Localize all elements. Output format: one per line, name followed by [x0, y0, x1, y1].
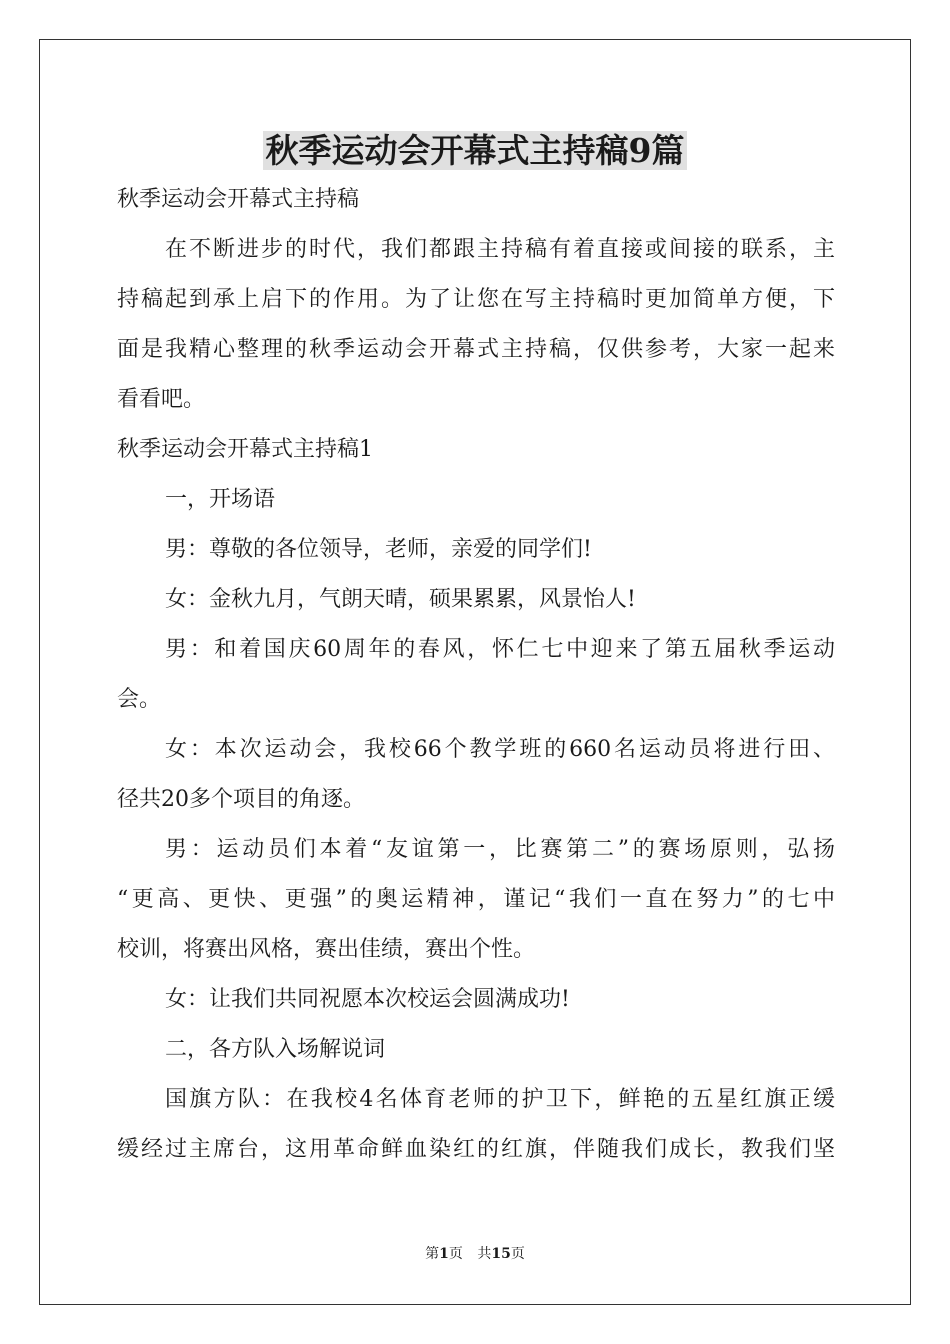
text-line: 女：金秋九月，气朗天晴，硕果累累，风景怡人! — [165, 587, 636, 612]
text-line: 男：和着国庆60周年的春风，怀仁七中迎来了第五届秋季运动 — [165, 637, 835, 662]
document-body — [117, 175, 835, 1175]
text-line: 二，各方队入场解说词 — [165, 1037, 386, 1062]
footer-page-suffix: 页 — [448, 1246, 463, 1262]
text-line: 会。 — [117, 687, 162, 712]
text-line: 在不断进步的时代，我们都跟主持稿有着直接或间接的联系，主 — [165, 237, 835, 262]
text-line: 秋季运动会开幕式主持稿 — [117, 187, 360, 212]
text-line: 校训，将赛出风格，赛出佳绩，赛出个性。 — [117, 937, 536, 962]
footer-page-number: 1 — [439, 1246, 449, 1262]
document-title — [0, 126, 950, 176]
text-line: 女：本次运动会，我校66个教学班的660名运动员将进行田、 — [165, 737, 835, 762]
text-line: 女：让我们共同祝愿本次校运会圆满成功! — [165, 987, 570, 1012]
text-line: 看看吧。 — [117, 387, 206, 412]
text-line: 一，开场语 — [165, 487, 276, 512]
text-line: “更高、更快、更强”的奥运精神，谨记“我们一直在努力”的七中 — [117, 887, 835, 912]
footer-page-prefix: 第 — [425, 1246, 440, 1262]
footer-total-prefix: 共 — [477, 1246, 492, 1262]
text-line: 径共20多个项目的角逐。 — [117, 787, 365, 812]
page-footer — [0, 1244, 950, 1264]
footer-total-suffix: 页 — [510, 1246, 525, 1262]
text-line: 男：运动员们本着“友谊第一，比赛第二”的赛场原则，弘扬 — [165, 837, 835, 862]
footer-total-pages: 15 — [491, 1246, 511, 1262]
text-line: 秋季运动会开幕式主持稿1 — [117, 437, 373, 462]
text-line: 国旗方队：在我校4名体育老师的护卫下，鲜艳的五星红旗正缓 — [165, 1087, 835, 1112]
text-line: 持稿起到承上启下的作用。为了让您在写主持稿时更加简单方便，下 — [117, 287, 835, 312]
document-title-text: 秋季运动会开幕式主持稿9篇 — [263, 131, 688, 170]
text-line: 面是我精心整理的秋季运动会开幕式主持稿，仅供参考，大家一起来 — [117, 337, 835, 362]
text-line: 缓经过主席台，这用革命鲜血染红的红旗，伴随我们成长，教我们坚 — [117, 1137, 835, 1162]
text-line: 男：尊敬的各位领导，老师，亲爱的同学们! — [165, 537, 592, 562]
